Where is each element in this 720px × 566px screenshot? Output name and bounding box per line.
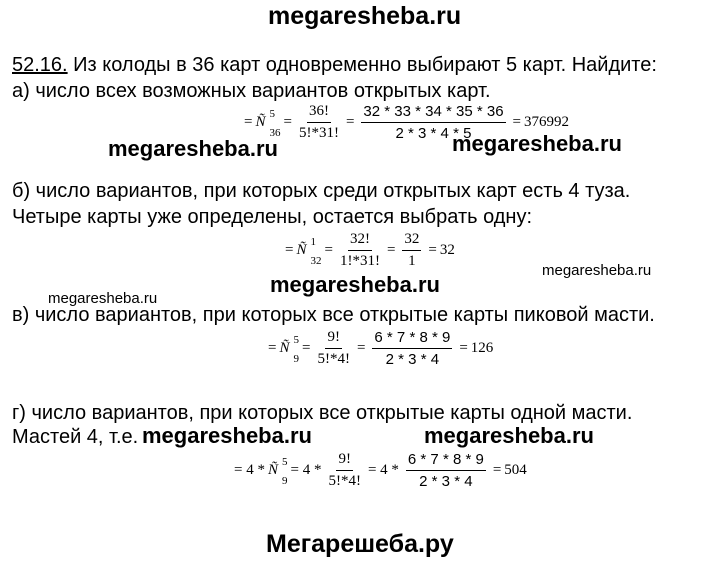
problem-statement bbox=[12, 54, 657, 77]
formula-result: 504 bbox=[504, 462, 527, 478]
formula-result: 32 bbox=[439, 242, 455, 258]
fraction-denominator: 5!*4! bbox=[317, 351, 350, 367]
part-d-label: г) число вариантов, при которых все открытые карты одной масти. bbox=[12, 402, 633, 424]
equals-sign: = bbox=[492, 462, 502, 478]
combination-sup: 1 bbox=[310, 235, 316, 248]
combination-symbol: Ñ bbox=[296, 242, 307, 258]
watermark: megaresheba.ru bbox=[142, 423, 312, 448]
formula-lead: = 4 * bbox=[234, 462, 265, 478]
combination-sup: 5 bbox=[281, 455, 288, 468]
part-b-label: б) число вариантов, при которых среди открытых карт есть 4 туза. bbox=[12, 180, 631, 202]
part-d-note: Мастей 4, т.е. bbox=[12, 426, 139, 448]
problem-text: Из колоды в 36 карт одновременно выбирают 5 карт. Найдите: bbox=[73, 54, 657, 76]
combination-sub: 32 bbox=[310, 254, 322, 267]
fraction-denominator: 1!*31! bbox=[339, 253, 380, 269]
fraction-numerator: 6 * 7 * 8 * 9 bbox=[406, 451, 486, 471]
equals-sign: = bbox=[428, 242, 437, 258]
fraction-numerator: 32 bbox=[402, 231, 421, 251]
fraction-numerator: 36! bbox=[307, 103, 331, 123]
part-c-label: в) число вариантов, при которых все открытые карты пиковой масти. bbox=[12, 304, 655, 326]
formula-result: 126 bbox=[470, 340, 494, 356]
equals-sign: = 4 * bbox=[367, 462, 399, 478]
equals-sign: = bbox=[324, 242, 333, 258]
combination-symbol: Ñ bbox=[267, 462, 278, 478]
combination-sup: 5 bbox=[269, 107, 275, 120]
combination-sub: 9 bbox=[293, 352, 299, 365]
fraction-denominator: 1 bbox=[408, 253, 416, 269]
part-b-note: Четыре карты уже определены, остается выбрать одну: bbox=[12, 206, 533, 228]
watermark: megaresheba.ru bbox=[542, 262, 652, 279]
site-header: megaresheba.ru bbox=[268, 2, 462, 30]
fraction-numerator: 6 * 7 * 8 * 9 bbox=[372, 329, 452, 349]
equals-sign: = bbox=[301, 340, 311, 356]
equals-sign: = bbox=[283, 114, 292, 130]
fraction-denominator: 2 * 3 * 4 bbox=[419, 473, 473, 490]
formula-result: 376992 bbox=[524, 114, 570, 130]
combination-symbol: Ñ bbox=[279, 340, 290, 356]
part-c-formula bbox=[268, 329, 493, 368]
formula-lead: = bbox=[244, 114, 253, 130]
equals-sign: = 4 * bbox=[290, 462, 322, 478]
equals-sign: = bbox=[512, 114, 522, 130]
fraction-denominator: 5!*31! bbox=[298, 125, 339, 141]
watermark: megaresheba.ru bbox=[452, 131, 622, 156]
fraction-numerator: 9! bbox=[325, 329, 342, 349]
watermark: megaresheba.ru bbox=[424, 423, 594, 448]
combination-symbol: Ñ bbox=[255, 114, 266, 130]
formula-lead: = bbox=[268, 340, 277, 356]
combination-sub: 9 bbox=[281, 474, 288, 487]
equals-sign: = bbox=[345, 114, 355, 130]
part-a-label: а) число всех возможных вариантов открытых карт. bbox=[12, 80, 491, 102]
fraction-denominator: 5!*4! bbox=[328, 473, 361, 489]
watermark: megaresheba.ru bbox=[108, 136, 278, 161]
fraction-numerator: 9! bbox=[336, 451, 353, 471]
equals-sign: = bbox=[386, 242, 396, 258]
equals-sign: = bbox=[356, 340, 366, 356]
fraction-denominator: 2 * 3 * 4 * 5 bbox=[395, 125, 472, 142]
combination-sub: 36 bbox=[269, 126, 281, 139]
combination-sup: 5 bbox=[293, 333, 299, 346]
fraction-numerator: 32! bbox=[348, 231, 372, 251]
watermark: megaresheba.ru bbox=[270, 272, 440, 297]
fraction-denominator: 2 * 3 * 4 bbox=[385, 351, 440, 368]
watermark: megaresheba.ru bbox=[48, 290, 158, 307]
equals-sign: = bbox=[459, 340, 468, 356]
fraction-numerator: 32 * 33 * 34 * 35 * 36 bbox=[361, 103, 505, 123]
formula-lead: = bbox=[285, 242, 294, 258]
part-d-formula bbox=[234, 451, 527, 490]
footer-brand: Мегарешеба.ру bbox=[266, 530, 454, 558]
problem-number: 52.16. bbox=[12, 54, 68, 76]
part-b-formula bbox=[285, 231, 455, 270]
